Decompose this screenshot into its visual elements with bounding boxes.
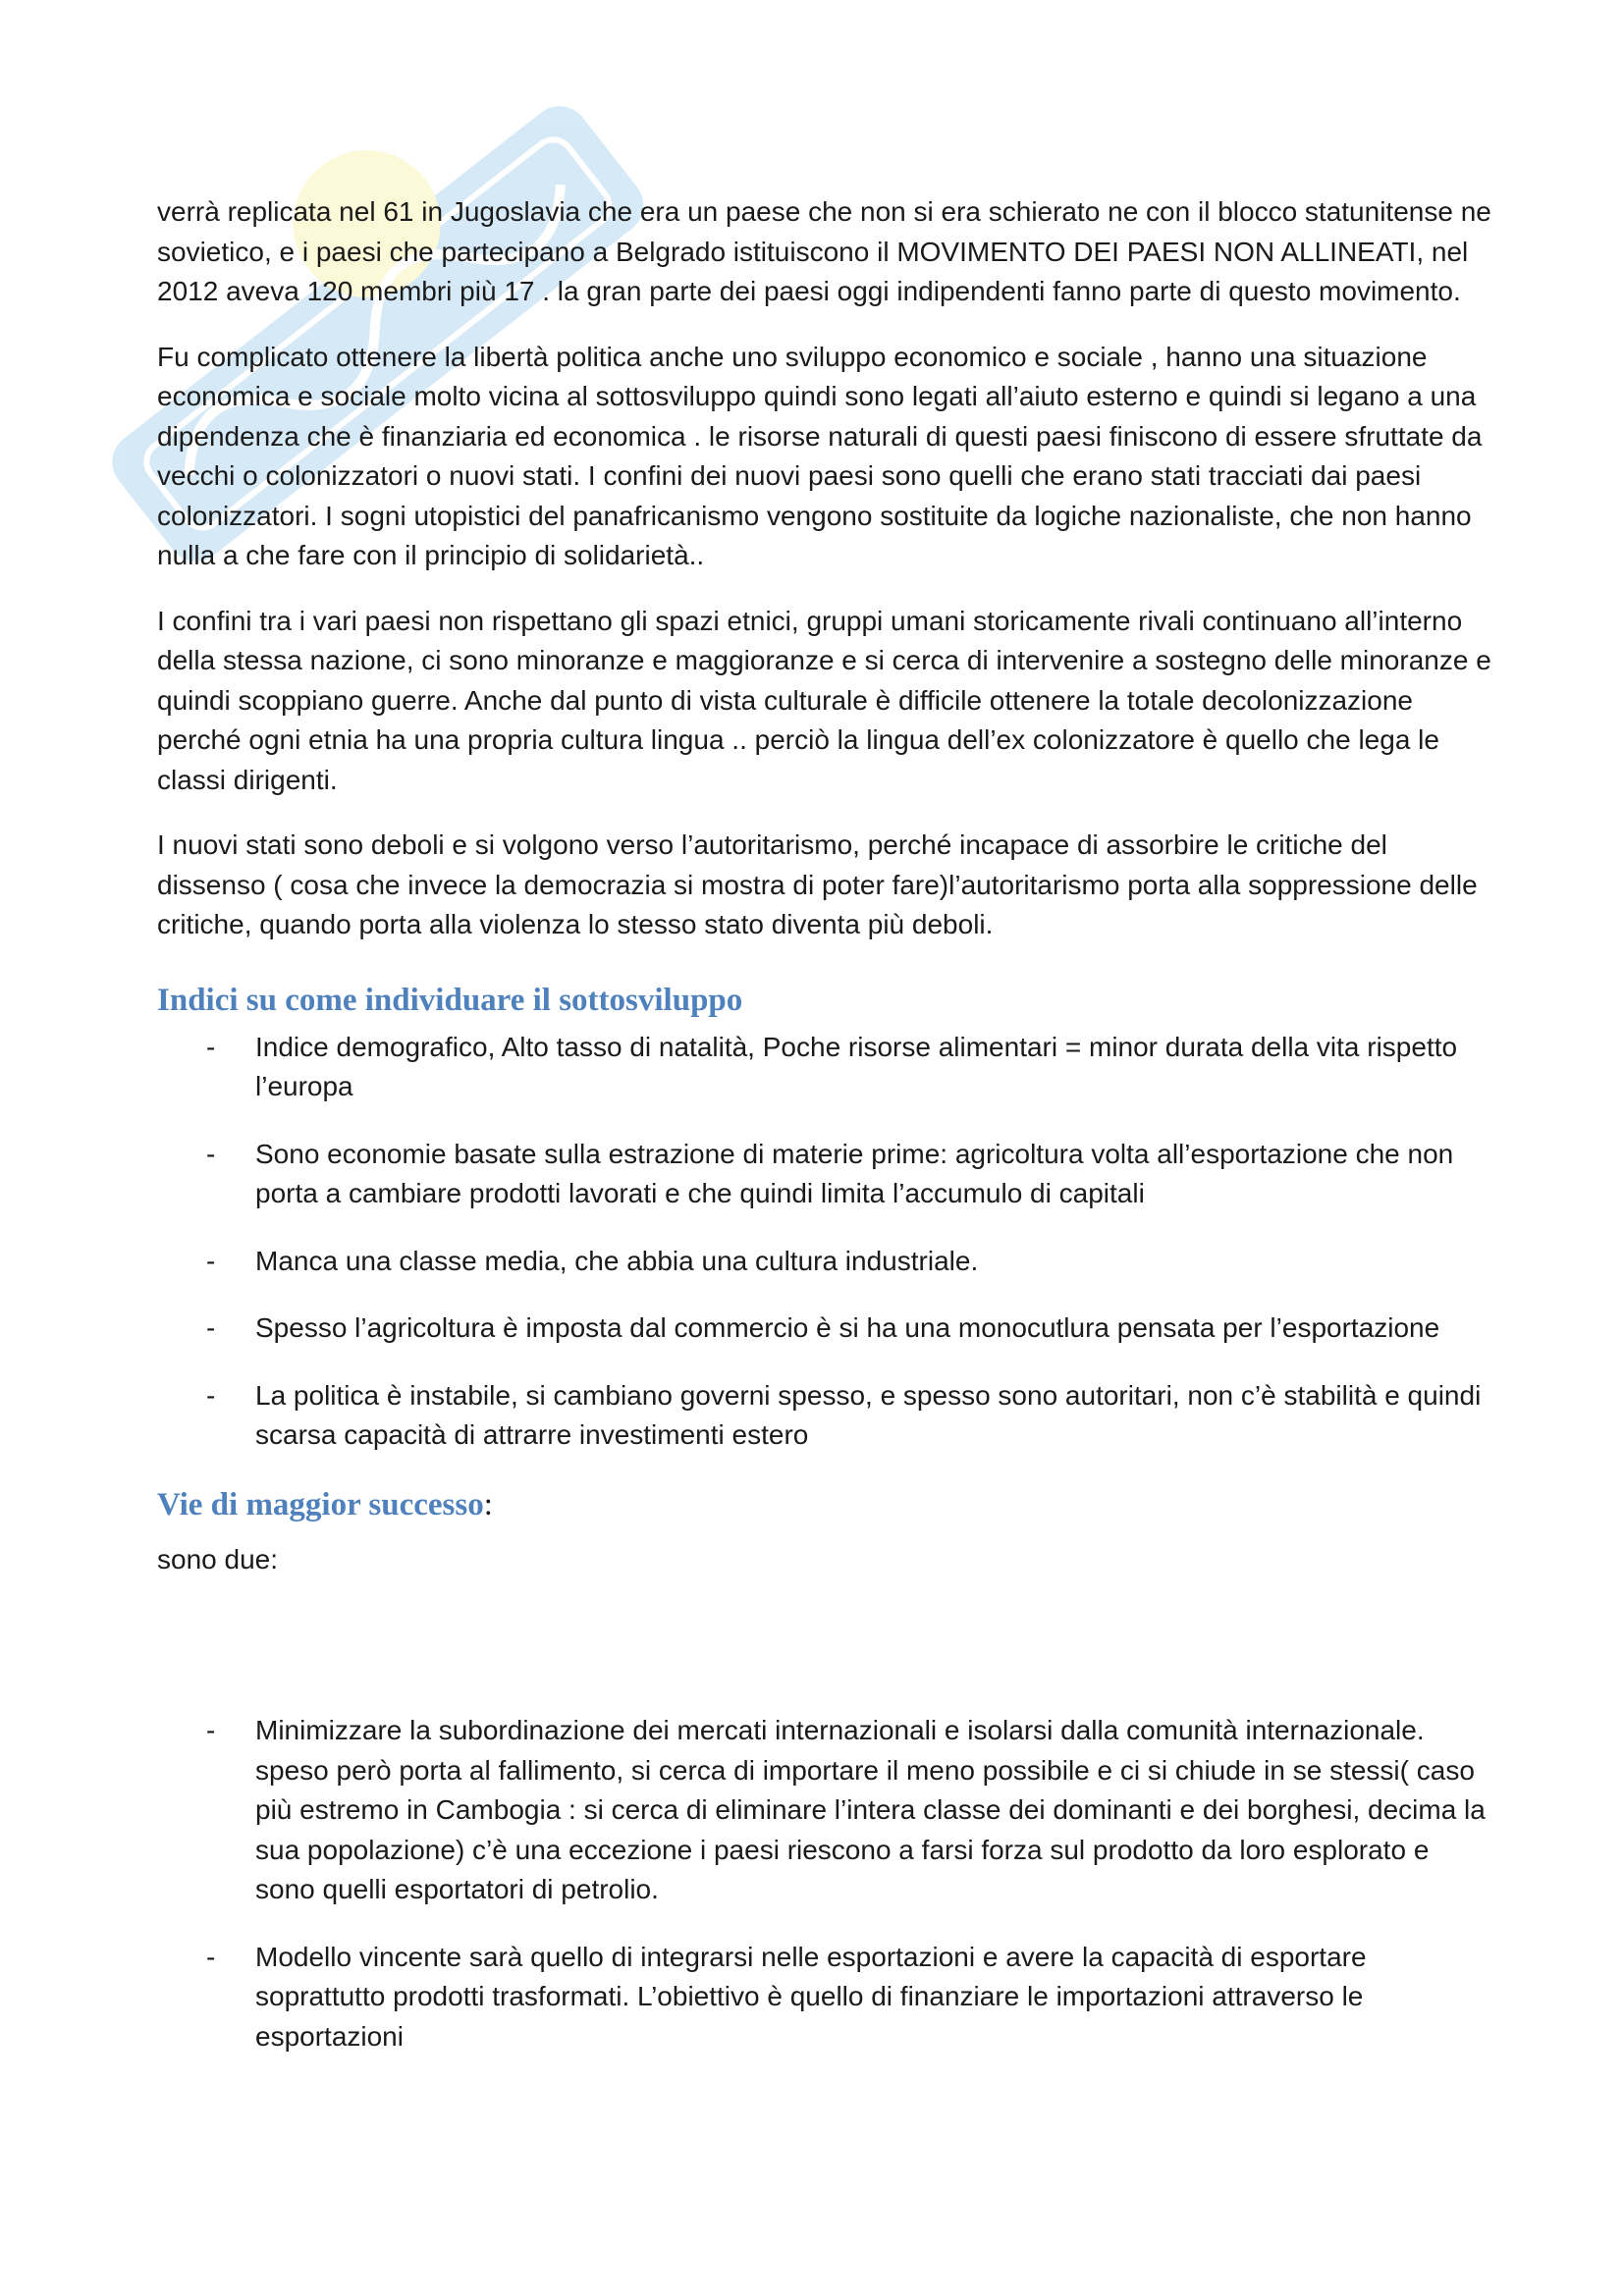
- dash-bullet: -: [206, 1379, 216, 1411]
- paragraph-non-aligned-movement: verrà replicata nel 61 in Jugoslavia che era un paese che non si era schierato ne con il blocco statunitense ne sovietico, e i paesi che partecipano a Belgrado istituiscono il MOVIMENTO DEI PAESI NON ALLINEATI, nel 2012 aveva 120 membri più 17 . la gran parte dei paesi oggi indipendenti fanno parte di questo movimento.: [157, 196, 1491, 306]
- dash-bullet: -: [206, 1138, 216, 1169]
- list-item-text: Spesso l’agricoltura è imposta dal commercio è si ha una monocutlura pensata per l’esportazione: [255, 1312, 1440, 1343]
- heading-colon: :: [483, 1486, 493, 1522]
- section-heading-underdevelopment: [157, 979, 1492, 1022]
- paragraph-authoritarianism: I nuovi stati sono deboli e si volgono verso l’autoritarismo, perché incapace di assorbire le critiche del dissenso ( cosa che invece la democrazia si mostra di poter fare)l’autoritarismo porta alla soppressione delle critiche, quando porta alla violenza lo stesso stato diventa più deboli.: [157, 829, 1478, 939]
- list-item: [157, 1308, 1492, 1349]
- dash-bullet: -: [206, 1941, 216, 1972]
- list-item-text: Manca una classe media, che abbia una cultura industriale.: [255, 1245, 979, 1276]
- list-item: [157, 1376, 1492, 1456]
- list-item: [157, 1028, 1492, 1107]
- list-item: [157, 1242, 1492, 1282]
- dash-bullet: -: [206, 1715, 216, 1745]
- list-item-text: Modello vincente sarà quello di integrarsi nelle esportazioni e avere la capacità di esportare soprattutto prodotti trasformati. L’obiettivo è quello di finanziare le importazioni attraverso le esportazioni: [255, 1941, 1367, 2052]
- paragraph-intro-two-paths: sono due:: [157, 1543, 278, 1575]
- dash-bullet: -: [206, 1245, 216, 1276]
- dash-bullet: -: [206, 1312, 216, 1343]
- section-heading-success-paths: [157, 1483, 1492, 1526]
- list-item-text: La politica è instabile, si cambiano governi spesso, e spesso sono autoritari, non c’è stabilità e quindi scarsa capacità di attrarre investimenti estero: [255, 1379, 1482, 1450]
- list-item: [157, 1135, 1492, 1214]
- list-item-text: Indice demografico, Alto tasso di natalità, Poche risorse alimentari = minor durata della vita rispetto l’europa: [255, 1031, 1458, 1101]
- dash-bullet: -: [206, 1031, 216, 1062]
- paragraph-ethnic-borders: I confini tra i vari paesi non rispettano gli spazi etnici, gruppi umani storicamente rivali continuano all’interno della stessa nazione, ci sono minoranze e maggioranze e si cerca di intervenire a sostegno delle minoranze e quindi scoppiano guerre. Anche dal punto di vista culturale è difficile ottenere la totale decolonizzazione perché ogni etnia ha una propria cultura lingua .. perciò la lingua dell’ex colonizzatore è quello che lega le classi dirigenti.: [157, 605, 1491, 795]
- paragraph-economic-dependence: Fu complicato ottenere la libertà politica anche uno sviluppo economico e sociale , hanno una situazione economica e sociale molto vicina al sottosviluppo quindi sono legati all’aiuto esterno e quindi si legano a una dipendenza che è finanziaria ed economica . le risorse naturali di questi paesi finiscono di essere sfruttate da vecchi o colonizzatori o nuovi stati. I confini dei nuovi paesi sono quelli che erano stati tracciati dai paesi colonizzatori. I sogni utopistici del panafricanismo vengono sostituite da logiche nazionaliste, che non hanno nulla a che fare con il principio di solidarietà..: [157, 341, 1483, 570]
- success-paths-list: [157, 1711, 1492, 2056]
- document-page: [157, 192, 1492, 2084]
- list-item: [157, 1711, 1492, 1910]
- section-heading-success-paths-text: Vie di maggior successo: [157, 1486, 484, 1522]
- list-item-text: Sono economie basate sulla estrazione di materie prime: agricoltura volta all’esportazione che non porta a cambiare prodotti lavorati e che quindi limita l’accumulo di capitali: [255, 1138, 1454, 1208]
- section-heading-underdevelopment-text: Indici su come individuare il sottosviluppo: [157, 982, 743, 1018]
- spacer: [157, 1605, 1492, 1711]
- list-item: [157, 1938, 1492, 2057]
- list-item-text: Minimizzare la subordinazione dei mercati internazionali e isolarsi dalla comunità internazionale. speso però porta al fallimento, si cerca di importare il meno possibile e ci si chiude in se stessi( caso più estremo in Cambogia : si cerca di eliminare l’intera classe dei dominanti e dei borghesi, decima la sua popolazione) c’è una eccezione i paesi riescono a farsi forza sul prodotto da loro esplorato e sono quelli esportatori di petrolio.: [255, 1715, 1486, 1904]
- underdevelopment-list: [157, 1028, 1492, 1456]
